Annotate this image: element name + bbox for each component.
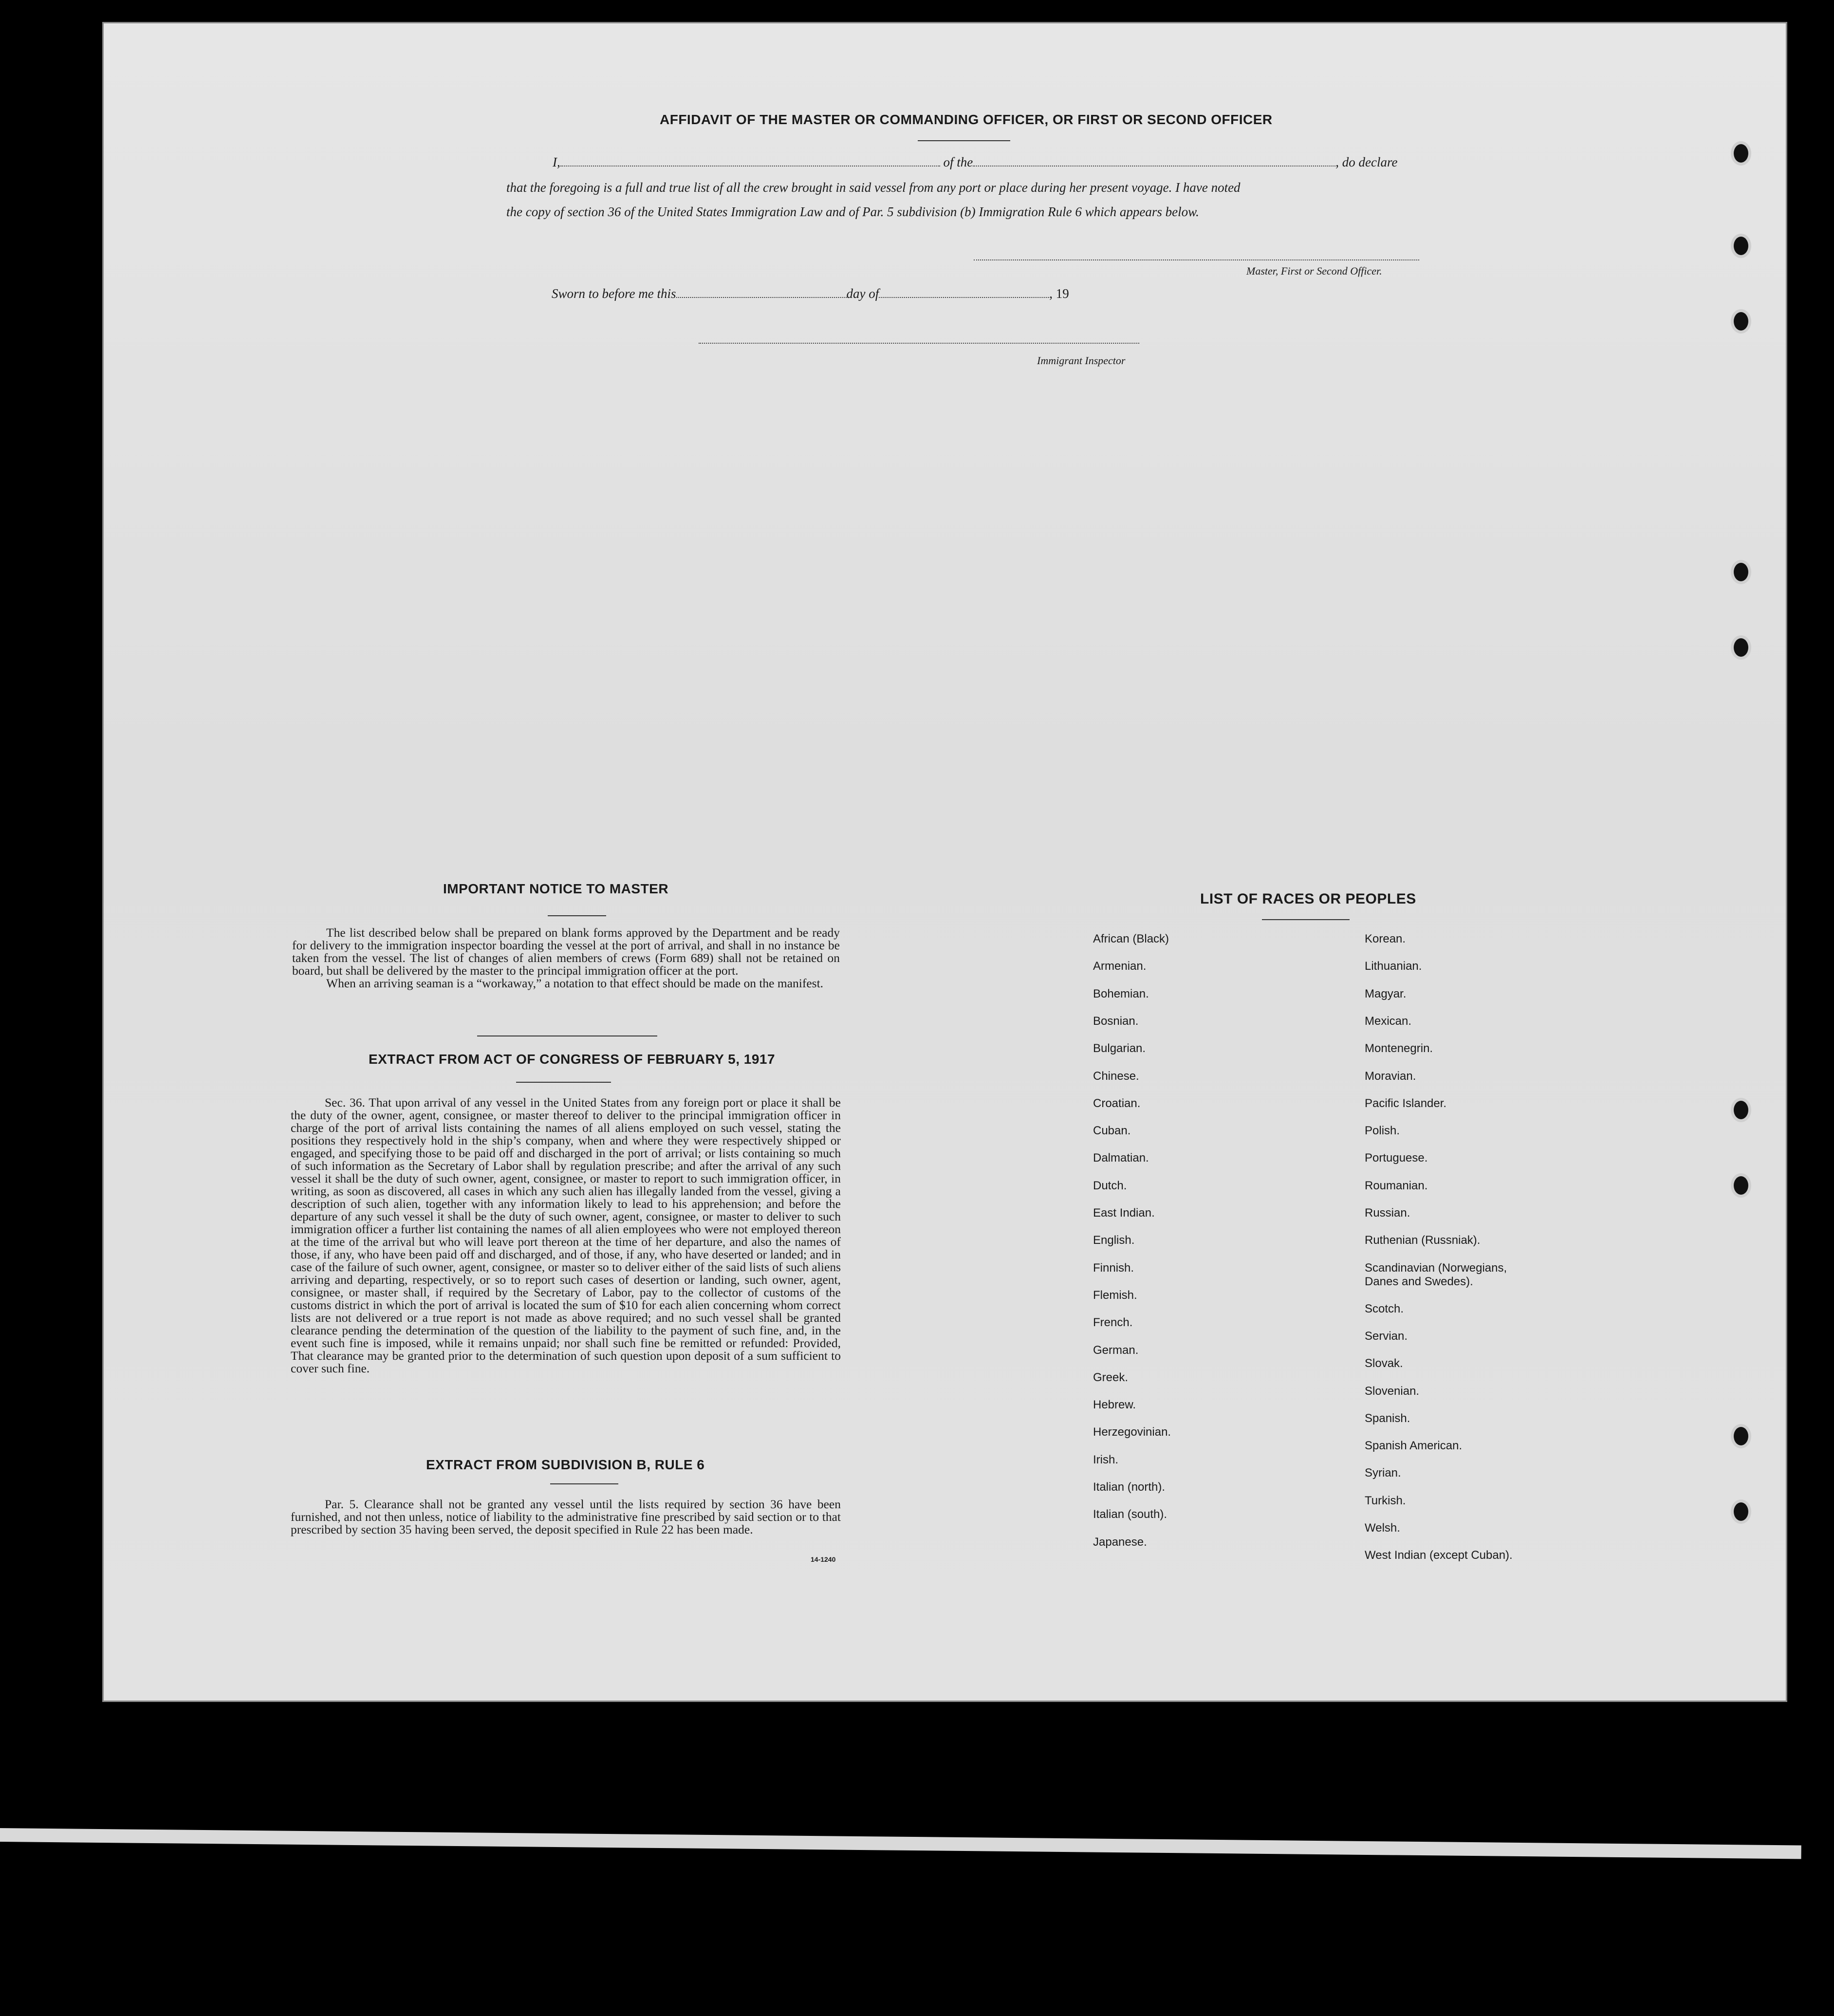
race-item: East Indian. bbox=[1093, 1206, 1155, 1220]
day-field[interactable] bbox=[676, 296, 847, 298]
divider bbox=[516, 1082, 611, 1083]
master-label: Master, First or Second Officer. bbox=[1246, 265, 1382, 277]
divider bbox=[550, 1483, 618, 1484]
race-item: Finnish. bbox=[1093, 1261, 1134, 1275]
master-signature-line[interactable] bbox=[974, 259, 1419, 260]
race-item: Roumanian. bbox=[1365, 1179, 1428, 1192]
divider bbox=[918, 140, 1010, 141]
race-item: Greek. bbox=[1093, 1370, 1129, 1384]
affidavit-of-the: of the bbox=[943, 155, 973, 169]
day-of-text: day of bbox=[846, 286, 879, 301]
race-item: Flemish. bbox=[1093, 1288, 1137, 1302]
sworn-text: Sworn to before me this bbox=[552, 286, 676, 301]
sworn-line bbox=[552, 286, 1069, 301]
races-title: LIST OF RACES OR PEOPLES bbox=[1200, 891, 1416, 907]
race-item: Herzegovinian. bbox=[1093, 1425, 1171, 1439]
race-item: Servian. bbox=[1365, 1329, 1408, 1343]
race-item: Cuban. bbox=[1093, 1124, 1131, 1138]
binder-hole-icon bbox=[1731, 560, 1751, 584]
race-item: Bohemian. bbox=[1093, 987, 1149, 1000]
race-item: Montenegrin. bbox=[1365, 1042, 1433, 1055]
vessel-field[interactable] bbox=[973, 165, 1335, 166]
extract-rule-body bbox=[291, 1498, 841, 1536]
race-item: Magyar. bbox=[1365, 987, 1407, 1000]
race-item: Japanese. bbox=[1093, 1535, 1147, 1549]
race-item: Italian (south). bbox=[1093, 1508, 1167, 1521]
binder-hole-icon bbox=[1731, 1499, 1751, 1524]
section-36-text: Sec. 36. That upon arrival of any vessel in the United States from any foreign port or place it shall be the duty of the owner, agent, consignee, or master thereof to deliver to the principal immigration officer in charge of the port of arrival lists containing the names of all aliens employed on such vessel, stating the positions they respectively hold in the ship’s company, when and where they were respectively shipped or engaged, and specifying those to be paid off and discharged in the port of arrival; or lists containing so much of such information as the Secretary of Labor shall by regulation prescribe; and after the arrival of any such vessel it shall be the duty of such owner, agent, consignee, or master to report to such immigration officer, in writing, as soon as discovered, all cases in which any such alien has illegally landed from the vessel, giving a description of such alien, together with any information likely to lead to his apprehension; and before the departure of any such vessel it shall be the duty of such owner, agent, consignee, or master to deliver to such immigration officer a further list containing the names of all alien employees who were not employed thereon at the time of the arrival but who will leave port thereon at the time of her departure, and also the names of those, if any, who have been paid off and discharged, and of those, if any, who have deserted or landed; and in case of the failure of such owner, agent, consignee, or master so to deliver either of the said lists of such aliens arriving and departing, respectively, or so to report such cases of desertion or landing, such owner, agent, consignee, or master shall, if required by the Secretary of Labor, pay to the collector of customs of the customs district in which the port of arrival is located the sum of $10 for each alien concerning whom correct lists are not delivered or a true report is not made as above required; and no such vessel shall be granted clearance pending the determination of the question of the liability to the payment of such fine, and, in the event such fine is imposed, while it remains unpaid; nor shall such fine be remitted or refunded: Provided, That clearance may be granted prior to the determination of such question upon deposit of a sum sufficient to cover such fine. bbox=[291, 1095, 841, 1375]
year-prefix: , 19 bbox=[1049, 286, 1069, 301]
inspector-label: Immigrant Inspector bbox=[1037, 354, 1126, 367]
race-item: Scotch. bbox=[1365, 1302, 1404, 1315]
extract-act-body bbox=[291, 1096, 841, 1375]
race-item: Irish. bbox=[1093, 1453, 1119, 1466]
affidavit-line-2: that the foregoing is a full and true list of all the crew brought in said vessel from any port or place during her present voyage. I have noted bbox=[506, 180, 1241, 195]
race-item: Dutch. bbox=[1093, 1179, 1127, 1192]
binder-hole-icon bbox=[1731, 1424, 1751, 1448]
race-item: African (Black) bbox=[1093, 932, 1169, 945]
binder-hole-icon bbox=[1731, 309, 1751, 333]
binder-hole-icon bbox=[1731, 635, 1751, 660]
binder-hole-icon bbox=[1731, 1098, 1751, 1122]
race-item: Lithuanian. bbox=[1365, 960, 1422, 973]
race-item: Croatian. bbox=[1093, 1096, 1141, 1110]
race-item: Moravian. bbox=[1365, 1069, 1416, 1083]
race-item: Hebrew. bbox=[1093, 1398, 1136, 1412]
extract-rule-title: EXTRACT FROM SUBDIVISION B, RULE 6 bbox=[426, 1457, 705, 1472]
race-item: Portuguese. bbox=[1365, 1151, 1428, 1165]
inspector-signature-line[interactable] bbox=[699, 342, 1139, 344]
affidavit-i: I, bbox=[553, 155, 560, 169]
affidavit-title: AFFIDAVIT OF THE MASTER OR COMMANDING OFFICER, OR FIRST OR SECOND OFFICER bbox=[660, 112, 1273, 127]
race-item: German. bbox=[1093, 1343, 1139, 1357]
race-item: Armenian. bbox=[1093, 960, 1147, 973]
race-item: Mexican. bbox=[1365, 1014, 1412, 1028]
race-item: Slovak. bbox=[1365, 1357, 1403, 1370]
name-field[interactable] bbox=[560, 165, 940, 166]
notice-title: IMPORTANT NOTICE TO MASTER bbox=[443, 881, 669, 896]
race-item: Bulgarian. bbox=[1093, 1042, 1146, 1055]
race-item: Polish. bbox=[1365, 1124, 1400, 1138]
race-item: Ruthenian (Russniak). bbox=[1365, 1234, 1481, 1247]
race-item: Bosnian. bbox=[1093, 1014, 1139, 1028]
race-item: Russian. bbox=[1365, 1206, 1410, 1220]
divider bbox=[1262, 919, 1350, 920]
affidavit-line-3: the copy of section 36 of the United States Immigration Law and of Par. 5 subdivision (b) Immigration Rule 6 which appears below. bbox=[506, 204, 1199, 219]
race-item: English. bbox=[1093, 1234, 1135, 1247]
race-item: Spanish American. bbox=[1365, 1439, 1463, 1453]
race-item: French. bbox=[1093, 1316, 1133, 1330]
race-item: West Indian (except Cuban). bbox=[1365, 1549, 1513, 1562]
affidavit-line-1 bbox=[553, 155, 1397, 170]
races-right-column bbox=[1365, 932, 1637, 1565]
month-field[interactable] bbox=[879, 296, 1049, 298]
binder-hole-icon bbox=[1731, 1173, 1751, 1198]
race-item: Slovenian. bbox=[1365, 1384, 1420, 1398]
notice-body bbox=[292, 926, 840, 990]
par-5-text: Par. 5. Clearance shall not be granted any vessel until the lists required by section 36 have been furnished, and not then unless, notice of liability to the administrative fine prescribed by said section or to that prescribed by section 35 having been served, the deposit specified in Rule 22 has been made. bbox=[291, 1497, 841, 1536]
race-item: Pacific Islander. bbox=[1365, 1096, 1447, 1110]
race-item: Turkish. bbox=[1365, 1494, 1406, 1507]
race-item: Italian (north). bbox=[1093, 1480, 1166, 1494]
race-item: Scandinavian (Norwegians, Danes and Swedes). bbox=[1365, 1261, 1507, 1288]
race-item: Spanish. bbox=[1365, 1411, 1410, 1425]
race-item: Syrian. bbox=[1365, 1466, 1401, 1480]
race-item: Dalmatian. bbox=[1093, 1151, 1149, 1165]
race-item: Korean. bbox=[1365, 932, 1406, 945]
race-item: Welsh. bbox=[1365, 1521, 1400, 1535]
binder-hole-icon bbox=[1731, 234, 1751, 258]
race-item: Chinese. bbox=[1093, 1069, 1139, 1083]
races-left-column bbox=[1093, 932, 1346, 1565]
paper-edge-strip bbox=[0, 1828, 1801, 1859]
notice-para-1: The list described below shall be prepared on blank forms approved by the Department and be ready for delivery to the immigration inspector boarding the vessel at the port of arrival, and shall in no instance be taken from the vessel. The list of changes of alien members of crews (Form 689) shall not be retained on board, but shall be delivered by the master to the principal immigration officer at the port. bbox=[292, 925, 840, 978]
divider bbox=[548, 915, 606, 916]
affidavit-do-declare: , do declare bbox=[1335, 155, 1398, 169]
form-code: 14-1240 bbox=[811, 1555, 836, 1563]
notice-para-2: When an arriving seaman is a “workaway,” a notation to that effect should be made on the manifest. bbox=[326, 976, 824, 990]
extract-act-title: EXTRACT FROM ACT OF CONGRESS OF FEBRUARY 5, 1917 bbox=[369, 1052, 776, 1067]
binder-hole-icon bbox=[1731, 141, 1751, 166]
